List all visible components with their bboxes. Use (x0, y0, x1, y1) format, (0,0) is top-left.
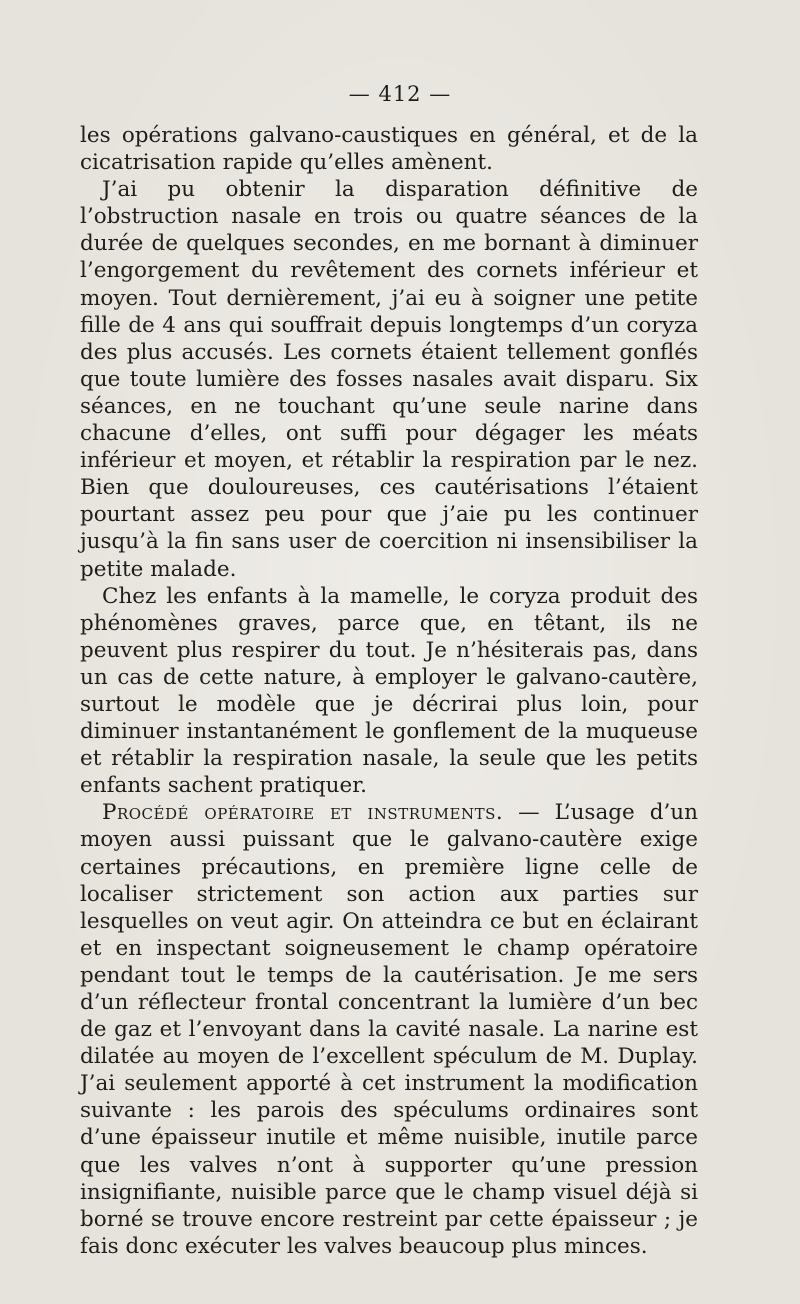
section-heading: Procédé opératoire et instruments. (102, 800, 504, 826)
page-number: — 412 — (348, 82, 452, 106)
paragraph-3: Chez les enfants à la mamelle, le coryza produit des phénomènes graves, parce que, en têtant, ils ne peuvent plus respirer du tout. Je n’hésiterais pas, dans un cas de cette nature, à employer le galvano-cautère, surtout le modèle que je décrirai plus loin, pour diminuer instantanément le gonflement de la muqueuse et rétablir la respiration nasale, la seule que les petits enfants sachent pratiquer. (80, 583, 698, 799)
paragraph-4 (80, 799, 698, 1260)
body-text (80, 122, 698, 1260)
paragraph-1: les opérations galvano-caustiques en général, et de la cicatrisation rapide qu’elles amènent. (80, 123, 698, 176)
paragraph-4-text: — L’usage d’un moyen aussi puissant que le galvano-cautère exige certaines précautions, en première ligne celle de localiser strictement son action aux parties sur lesquelles on veut agir. On atteindra ce but en éclairant et en inspectant soigneusement le champ opératoire pendant tout le temps de la cautérisation. Je me sers d’un réflecteur frontal concentrant la lumière d’un bec de gaz et l’envoyant dans la cavité nasale. La narine est dilatée au moyen de l’excellent spéculum de M. Duplay. J’ai seulement apporté à cet instrument la modification suivante : les parois des spéculums ordinaires sont d’une épaisseur inutile et même nuisible, inutile parce que les valves n’ont à supporter qu’une pression insignifiante, nuisible parce que le champ visuel déjà si borné se trouve encore restreint par cette épaisseur ; je fais donc exécuter les valves beaucoup plus minces. (80, 800, 698, 1259)
paragraph-2: J’ai pu obtenir la disparation définitive de l’obstruction nasale en trois ou quatre séances de la durée de quelques secondes, en me bornant à diminuer l’engorgement du revêtement des cornets inférieur et moyen. Tout dernièrement, j’ai eu à soigner une petite fille de 4 ans qui souffrait depuis longtemps d’un coryza des plus accusés. Les cornets étaient tellement gonflés que toute lumière des fosses nasales avait disparu. Six séances, en ne touchant qu’une seule narine dans chacune d’elles, ont suffi pour dégager les méats inférieur et moyen, et rétablir la respiration par le nez. Bien que douloureuses, ces cautérisations l’étaient pourtant assez peu pour que j’aie pu les continuer jusqu’à la fin sans user de coercition ni insensibiliser la petite malade. (80, 177, 698, 582)
